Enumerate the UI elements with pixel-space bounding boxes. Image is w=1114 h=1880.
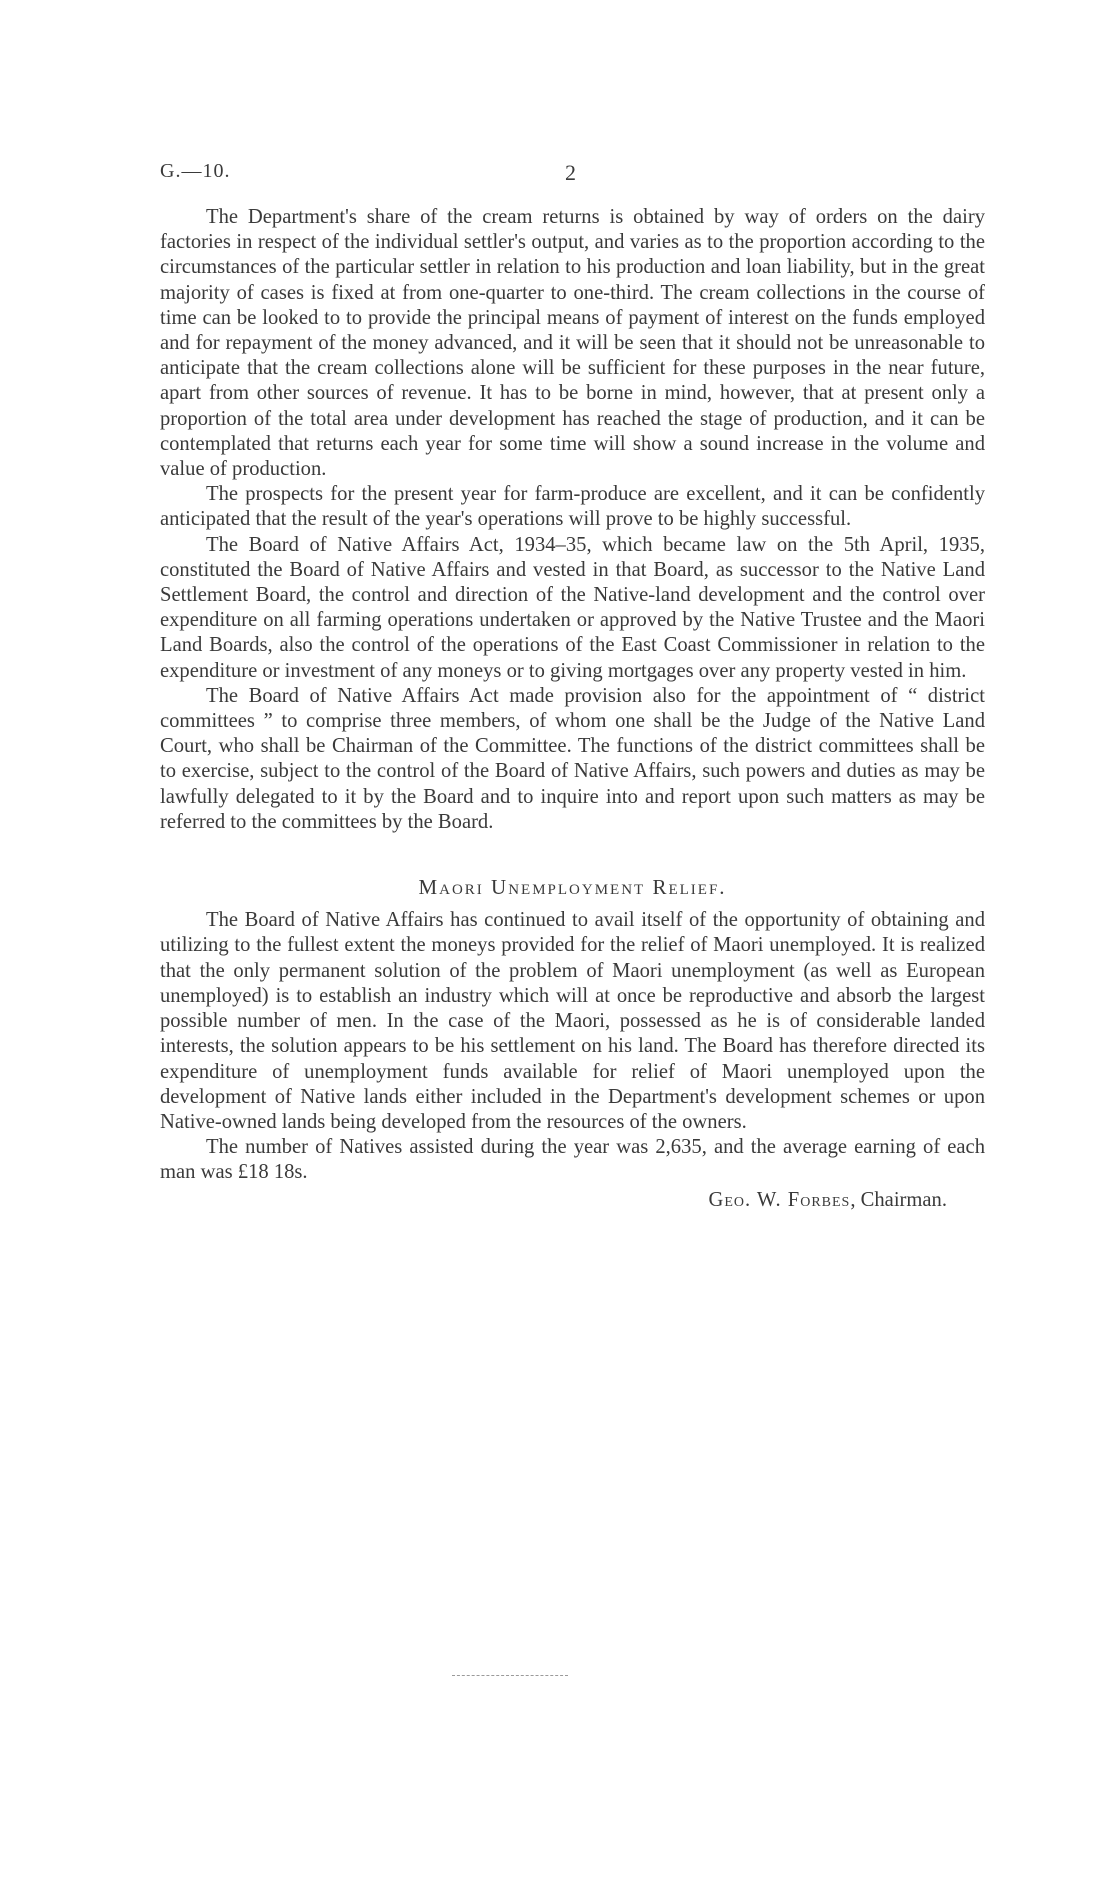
paragraph-district-committees: The Board of Native Affairs Act made provision also for the appointment of “ district committees ” to comprise three members, of whom one shall be the Judge of the Native Land Court, who shall be Chairman of the Committee. The functions of the district committees shall be to exercise, subject to the control of the Board of Native Affairs, such powers and duties as may be lawfully delegated to it by the Board and to inquire into and report upon such matters as may be referred to the committees by the Board. [160,684,985,833]
document-reference: G.—10. [160,160,231,182]
page-header [160,160,990,190]
paragraph-prospects: The prospects for the present year for farm-produce are excellent, and it can be confidently anticipated that the result of the year's operations will prove to be highly successful. [160,483,985,531]
paragraph-unemployment-relief: The Board of Native Affairs has continued to avail itself of the opportunity of obtaining and utilizing to the fullest extent the moneys provided for the relief of Maori unemployed. It is realized that the only permanent solution of the problem of Maori unemployment (as well as European unemployed) is to establish an industry which will at once be reproductive and absorb the largest possible number of men. In the case of the Maori, possessed as he is of considerable landed interests, the solution appears to be his settlement on his land. The Board has therefore directed its expenditure of unemployment funds available for relief of Maori unemployed upon the development of Native lands either included in the Department's development schemes or upon Native-owned lands being developed from the resources of the owners. [160,909,985,1133]
signatory-name: Geo. W. Forbes [708,1188,851,1211]
signatory-title: , Chairman. [850,1188,947,1211]
paragraph-board-act: The Board of Native Affairs Act, 1934–35, which became law on the 5th April, 1935, constituted the Board of Native Affairs and vested in that Board, as successor to the Native Land Settlement Board, the control and direction of the Native-land development and the control over expenditure on all farming operations undertaken or approved by the Native Trustee and the Maori Land Boards, also the control of the operations of the East Coast Commissioner in relation to the expenditure or investment of any moneys or to giving mortgages over any property vested in him. [160,533,985,682]
section-heading: Maori Unemployment Relief. [418,875,727,900]
page-number: 2 [565,160,576,185]
document-body [160,205,985,1213]
signature [160,1188,985,1213]
end-divider [452,1675,568,1676]
paragraph-cream-returns: The Department's share of the cream returns is obtained by way of orders on the dairy factories in respect of the individual settler's output, and varies as to the proportion according to the circumstances of the particular settler in relation to his production and loan liability, but in the great majority of cases is fixed at from one-quarter to one-third. The cream collections in the course of time can be looked to to provide the principal means of payment of interest on the funds employed and for repayment of the money advanced, and it will be seen that it should not be unreasonable to anticipate that the cream collections alone will be sufficient for these purposes in the near future, apart from other sources of revenue. It has to be borne in mind, however, that at present only a proportion of the total area under development has reached the stage of production, and it can be contemplated that returns each year for some time will show a sound increase in the volume and value of production. [160,206,985,481]
paragraph-natives-assisted: The number of Natives assisted during the year was 2,635, and the average earning of each man was £18 18s. [160,1136,985,1184]
